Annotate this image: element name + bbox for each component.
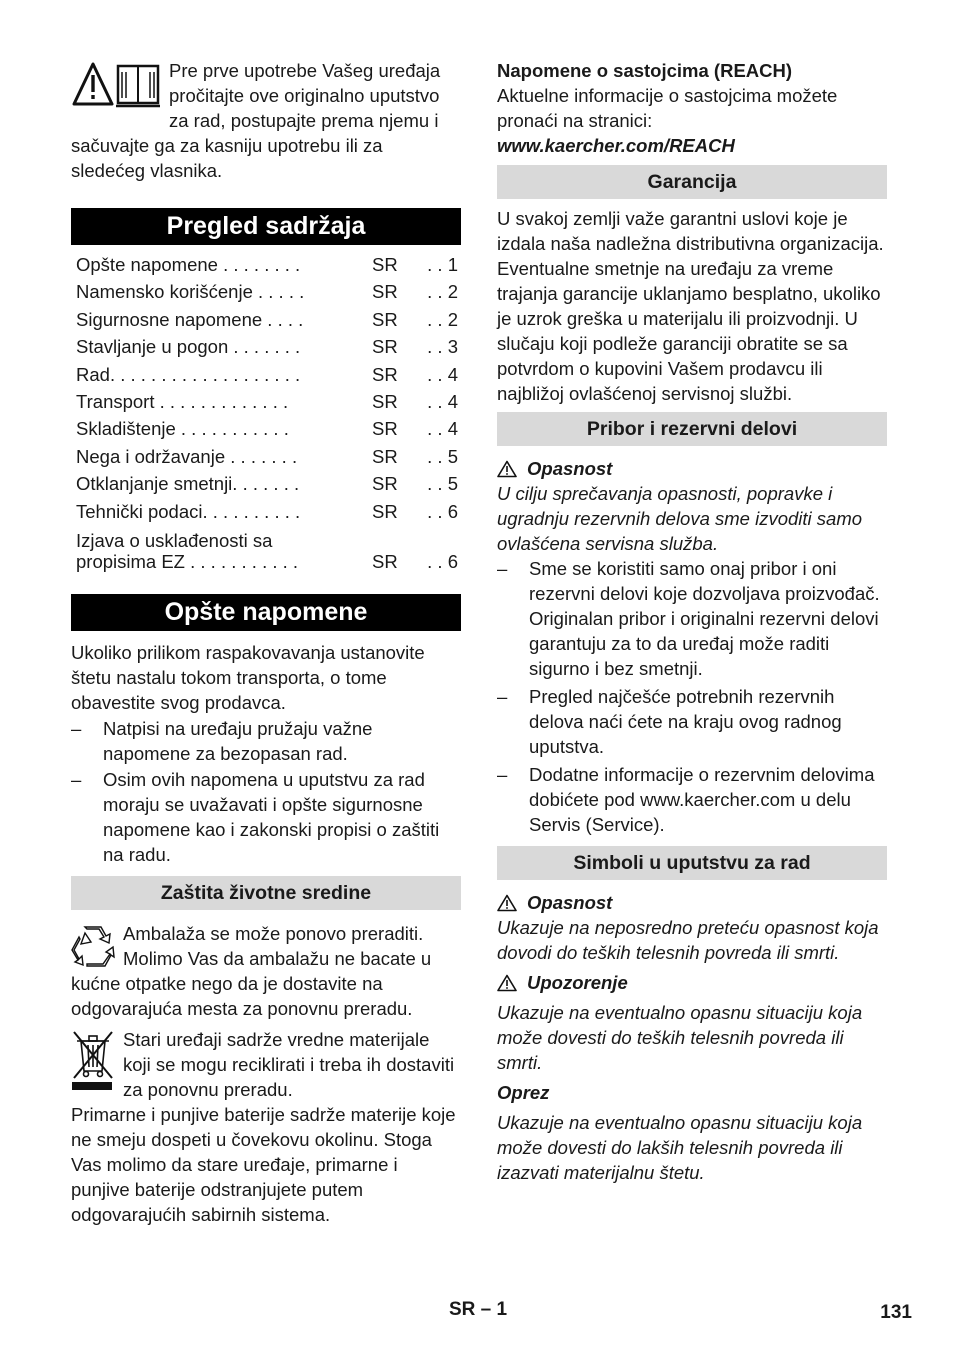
symbols-caution-label: Oprez xyxy=(497,1082,550,1103)
warning-triangle-icon xyxy=(497,894,517,912)
warranty-text: U svakoj zemlji važe garantni uslovi koje je izdala naša nadležna distributivna organizacija. Eventualne smetnje na uređaju za vreme trajanja garancije uklanjamo besplatno, ukoliko je uzrok greška u materijalu ili proizvodnji. U slučaju koji podleže garanciji obratite se sa potvrdom o kupovini Vašem prodavcu ili najbližoj ovlašćenoj servisnoj službi. xyxy=(497,208,884,404)
weee-text: Stari uređaji sadrže vredne materijale koji se mogu reciklirati i treba ih dostaviti za ponovnu preradu. xyxy=(123,1028,455,1100)
parts-danger-label: Opasnost xyxy=(497,456,887,481)
toc-entry[interactable]: Rad. . . . . . . . . . . . . . . . . . . SR . . 4 xyxy=(76,363,458,385)
weee-block xyxy=(71,1027,461,1102)
battery-text: Primarne i punjive baterije sadrže materije koje ne smeju dospeti u čovekovu okolinu. Stoga Vas molimo da stare uređaje, primarne i punjive baterije odstranjujete putem odgovarajućih sabirnih sistema. xyxy=(71,1103,456,1225)
symbols-warning-text: Ukazuje na eventualno opasnu situaciju koja može dovesti do teških telesnih povreda ili smrti. xyxy=(497,1002,863,1073)
environment-heading: Zaštita životne sredine xyxy=(71,876,461,910)
toc-entry[interactable]: Izjava o usklađenosti sa propisima EZ . . . . . . . . . . . SR . . 6 xyxy=(76,529,458,572)
symbols-heading: Simboli u uputstvu za rad xyxy=(497,846,887,880)
intro-text: Pre prve upotrebe Vašeg uređaja pročitajte ove originalno uputstvo za rad, postupajte prema njemu i sačuvajte ga za kasniju upotrebu ili za sledećeg vlasnika. xyxy=(71,60,441,181)
symbols-danger-label: Opasnost xyxy=(497,890,887,915)
toc-entry[interactable]: Otklanjanje smetnji. . . . . . . SR . . 5 xyxy=(76,473,458,495)
list-item: – Osim ovih napomena u uputstvu za rad moraju se uvažavati i opšte sigurnosne napomene kao i zakonski propisi o zaštiti na radu. xyxy=(71,767,461,867)
reach-url[interactable]: www.kaercher.com/REACH xyxy=(497,135,735,156)
toc-heading: Pregled sadržaja xyxy=(71,208,461,245)
list-item: – Pregled najčešće potrebnih rezervnih delova naći ćete na kraju ovog radnog uputstva. xyxy=(497,684,887,759)
recycle-icon xyxy=(71,923,115,967)
parts-list xyxy=(497,556,887,837)
general-intro: Ukoliko prilikom raspakovavanja ustanovite štetu nastalu tokom transporta, o tome obavestite svog prodavca. xyxy=(71,641,425,713)
right-column xyxy=(497,58,887,1185)
general-heading: Opšte napomene xyxy=(71,594,461,631)
symbols-warning-label: Upozorenje xyxy=(497,970,887,995)
symbols-caution-text: Ukazuje na eventualno opasnu situaciju koja može dovesti do lakših telesnih povreda ili izazvati materijalnu štetu. xyxy=(497,1112,863,1183)
toc-entry[interactable]: Sigurnosne napomene . . . . SR . . 2 xyxy=(76,308,458,330)
list-item: – Sme se koristiti samo onaj pribor i oni rezervni delovi koje dozvoljava proizvođač. Originalan pribor i originalni rezervni delovi garantuju za to da uređaj može raditi sigurno i bez smetnji. xyxy=(497,556,887,681)
crossed-bin-icon xyxy=(71,1029,115,1093)
list-item: – Dodatne informacije o rezervnim delovima dobićete pod www.kaercher.com u delu Servis (Service). xyxy=(497,762,887,837)
toc-entry[interactable]: Transport . . . . . . . . . . . . . SR . . 4 xyxy=(76,390,458,412)
footer-section: SR – 1 xyxy=(449,1299,508,1320)
warning-manual-icon xyxy=(71,60,163,110)
toc-entry[interactable]: Nega i održavanje . . . . . . . SR . . 5 xyxy=(76,445,458,467)
page-number: 131 xyxy=(880,1302,912,1323)
warning-triangle-icon xyxy=(497,460,517,478)
list-item: – Natpisi na uređaju pružaju važne napomene za bezopasan rad. xyxy=(71,716,461,766)
recycle-text: Ambalaža se može ponovo preraditi. Molimo Vas da ambalažu ne bacate u kućne otpatke nego da je dostavite na odgovarajuća mesta za ponovnu preradu. xyxy=(71,922,432,1019)
toc-last-line2: propisima EZ . . . . . . . . . . . xyxy=(76,550,299,572)
toc-entry[interactable]: Tehnički podaci. . . . . . . . . . SR . . 6 xyxy=(76,500,458,522)
table-of-contents xyxy=(76,251,461,572)
toc-entry[interactable]: Skladištenje . . . . . . . . . . . SR . . 4 xyxy=(76,418,458,440)
warning-triangle-icon xyxy=(497,974,517,992)
reach-text: Aktuelne informacije o sastojcima možete pronaći na stranici: xyxy=(497,85,838,131)
parts-danger-text: U cilju sprečavanja opasnosti, popravke i ugradnju rezervnih delova sme izvoditi samo ovlašćena servisna služba. xyxy=(497,483,863,554)
recycle-block xyxy=(71,921,461,1021)
parts-heading: Pribor i rezervni delovi xyxy=(497,412,887,446)
symbols-danger-text: Ukazuje na neposredno preteću opasnost koja dovodi do teških telesnih povreda ili smrti. xyxy=(497,917,879,963)
warranty-heading: Garancija xyxy=(497,165,887,199)
general-list xyxy=(71,716,461,867)
left-column xyxy=(71,58,461,1227)
toc-entry[interactable]: Namensko korišćenje . . . . . SR . . 2 xyxy=(76,281,458,303)
toc-entry[interactable]: Stavljanje u pogon . . . . . . . SR . . 3 xyxy=(76,336,458,358)
intro-block xyxy=(71,58,461,183)
reach-heading: Napomene o sastojcima (REACH) xyxy=(497,60,793,81)
toc-last-line1: Izjava o usklađenosti sa xyxy=(76,529,273,551)
toc-entry[interactable]: Opšte napomene . . . . . . . . SR . . 1 xyxy=(76,254,458,275)
